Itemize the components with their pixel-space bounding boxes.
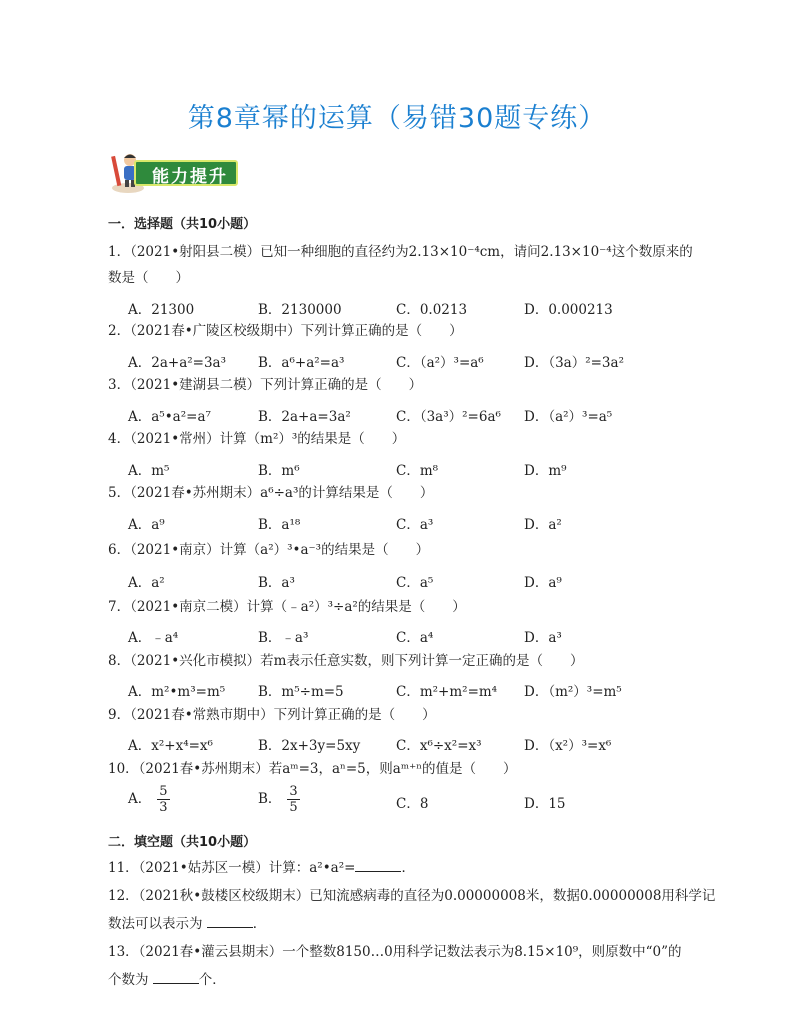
option-b: B．a⁶+a²=a³ — [258, 355, 345, 371]
ability-badge — [108, 150, 240, 194]
option-b: B． $\frac{3}{5}$ — [258, 784, 298, 815]
answer-blank[interactable] — [355, 859, 401, 872]
option-d: D．a² — [524, 517, 562, 533]
question-12-line1: 12．（2021秋•鼓楼区校级期末）已知流感病毒的直径为0.00000008米，数据0.00000008用科学记 — [108, 888, 716, 904]
option-d: D．0.000213 — [524, 302, 613, 318]
question-1-line2: 数是（ ） — [108, 270, 189, 286]
answer-blank[interactable] — [153, 971, 199, 984]
option-d: D．（a²）³=a⁵ — [524, 409, 613, 425]
option-c: C．a³ — [396, 517, 434, 533]
option-d: D．a³ — [524, 630, 562, 646]
option-d: D．（3a）²=3a² — [524, 355, 624, 371]
option-d: D．m⁹ — [524, 463, 567, 479]
fraction-three-fifths: $\frac{3}{5}$ — [289, 784, 298, 815]
option-b: B．m⁶ — [258, 463, 300, 479]
page-title: 第8章幂的运算（易错30题专练） — [187, 103, 607, 134]
option-c: C．x⁶÷x²=x³ — [396, 738, 482, 754]
question-12-line2: 数法可以表示为 ． — [108, 916, 267, 932]
option-b: B．2x+3y=5xy — [258, 738, 361, 754]
option-c: C．m²+m²=m⁴ — [396, 684, 498, 700]
question-8-line1: 8．（2021•兴化市模拟）若m表示任意实数，则下列计算一定正确的是（ ） — [108, 653, 584, 669]
question-4-line1: 4．（2021•常州）计算（m²）³的结果是（ ） — [108, 431, 406, 447]
option-b: B．m⁵÷m=5 — [258, 684, 344, 700]
option-c: C．0.0213 — [396, 302, 468, 318]
option-d: D．（x²）³=x⁶ — [524, 738, 612, 754]
option-b: B．2a+a=3a² — [258, 409, 351, 425]
option-a: A． $\frac{5}{3}$ — [128, 784, 168, 815]
question-10-line1: 10．（2021春•苏州期末）若aᵐ=3，aⁿ=5，则aᵐ⁺ⁿ的值是（ ） — [108, 761, 517, 777]
question-11-line1: 11．（2021•姑苏区一模）计算：a²•a²= ． — [108, 860, 415, 876]
option-d: D．a⁹ — [524, 575, 562, 591]
fraction-five-thirds: $\frac{5}{3}$ — [159, 784, 168, 815]
option-a: A．﹣a⁴ — [128, 630, 179, 646]
option-a: A．a⁹ — [128, 517, 165, 533]
option-c: C．a⁴ — [396, 630, 434, 646]
answer-blank[interactable] — [207, 915, 253, 928]
option-c: C．a⁵ — [396, 575, 434, 591]
badge-label: 能力提升 — [152, 167, 228, 187]
section-fill-heading: 二．填空题（共10小题） — [108, 835, 257, 850]
question-2-line1: 2．（2021春•广陵区校级期中）下列计算正确的是（ ） — [108, 323, 463, 339]
question-13-line1: 13．（2021春•灌云县期末）一个整数8150…0用科学记数法表示为8.15×10⁹，则原数中“0”的 — [108, 944, 682, 960]
question-6-line1: 6．（2021•南京）计算（a²）³•a⁻³的结果是（ ） — [108, 542, 430, 558]
option-a: A．21300 — [128, 302, 195, 318]
option-d: D．15 — [524, 796, 566, 812]
option-b: B．﹣a³ — [258, 630, 309, 646]
option-b: B．a¹⁸ — [258, 517, 301, 533]
question-1-line1: 1．（2021•射阳县二模）已知一种细胞的直径约为2.13×10⁻⁴cm，请问2.13×10⁻⁴这个数原来的 — [108, 244, 693, 260]
option-c: C．（a²）³=a⁶ — [396, 355, 484, 371]
question-3-line1: 3．（2021•建湖县二模）下列计算正确的是（ ） — [108, 377, 423, 393]
question-13-line2: 个数为 个． — [108, 972, 226, 988]
question-9-line1: 9．（2021春•常熟市期中）下列计算正确的是（ ） — [108, 707, 436, 723]
option-c: C．m⁸ — [396, 463, 439, 479]
option-a: A．2a+a²=3a³ — [128, 355, 227, 371]
option-a: A．a² — [128, 575, 165, 591]
option-b: B．a³ — [258, 575, 295, 591]
question-7-line1: 7．（2021•南京二模）计算（﹣a²）³÷a²的结果是（ ） — [108, 599, 466, 615]
option-c: C．8 — [396, 796, 429, 812]
option-a: A．x²+x⁴=x⁶ — [128, 738, 213, 754]
option-a: A．m⁵ — [128, 463, 170, 479]
option-a: A．m²•m³=m⁵ — [128, 684, 226, 700]
option-a: A．a⁵•a²=a⁷ — [128, 409, 211, 425]
option-d: D．（m²）³=m⁵ — [524, 684, 622, 700]
question-5-line1: 5．（2021春•苏州期末）a⁶÷a³的计算结果是（ ） — [108, 485, 434, 501]
section-choice-heading: 一．选择题（共10小题） — [108, 217, 257, 232]
option-b: B．2130000 — [258, 302, 342, 318]
option-c: C．（3a³）²=6a⁶ — [396, 409, 501, 425]
